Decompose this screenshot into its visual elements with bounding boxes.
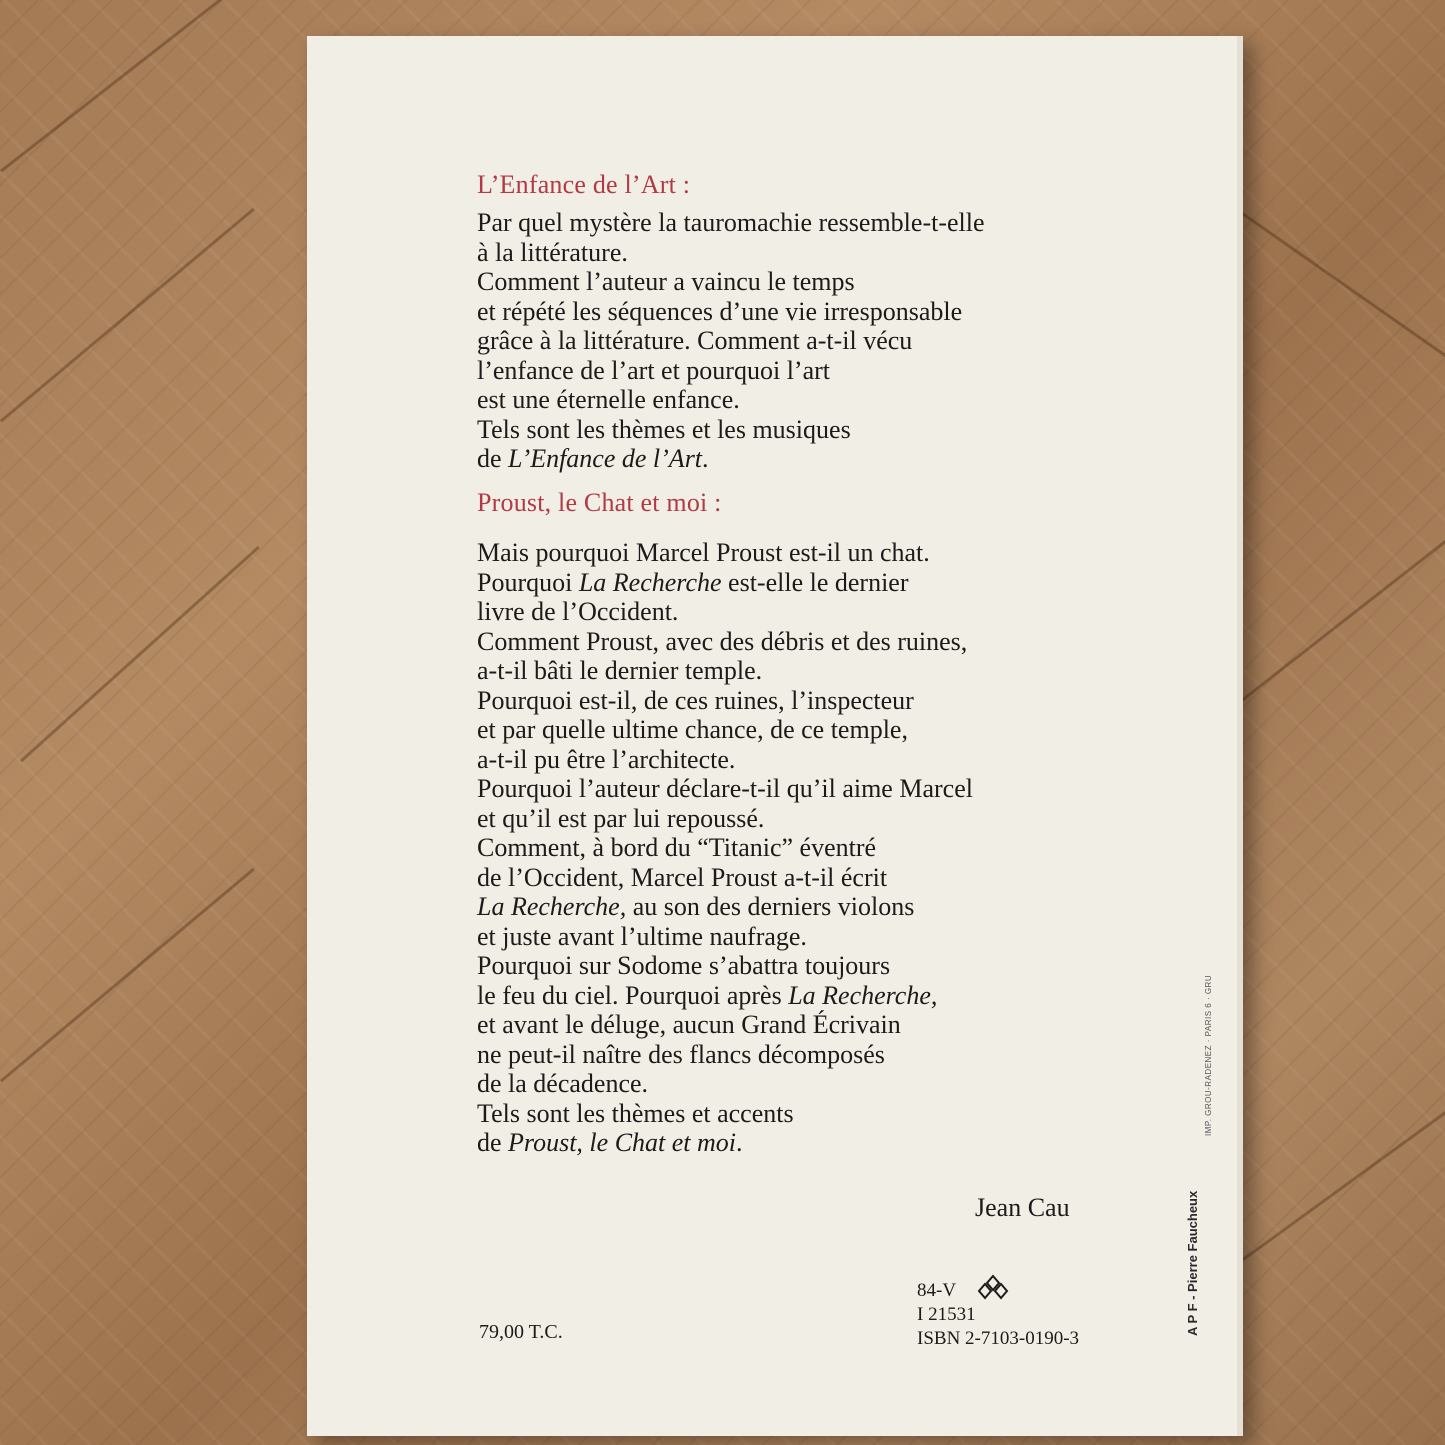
floor-seam xyxy=(0,0,333,172)
text-span: Pourquoi xyxy=(477,567,579,597)
printer-credit: IMP. GROU-RADENEZ · PARIS 6 · GRU xyxy=(1204,974,1213,1136)
section-title-proust: Proust, le Chat et moi : xyxy=(477,488,722,517)
catalog-number: I 21531 xyxy=(917,1304,976,1325)
text-line: à la littérature. xyxy=(477,237,628,267)
text-line: ne peut-il naître des flancs décomposés xyxy=(477,1039,885,1069)
floor-seam xyxy=(1238,210,1445,362)
text-line: Pourquoi l’auteur déclare-t-il qu’il aime Marcel xyxy=(477,774,973,803)
text-line: et juste avant l’ultime naufrage. xyxy=(477,921,807,951)
designer-credit: A P F - Pierre Faucheux xyxy=(1185,1190,1200,1336)
text-line: livre de l’Occident. xyxy=(477,597,679,626)
author-signature: Jean Cau xyxy=(975,1193,1070,1222)
text-span: de xyxy=(477,1128,509,1157)
text-line: Pourquoi est-il, de ces ruines, l’inspecteur xyxy=(477,685,914,715)
section-title-enfance: L’Enfance de l’Art : xyxy=(477,170,691,199)
text-line: a-t-il pu être l’architecte. xyxy=(477,744,736,774)
text-line xyxy=(477,981,1077,1011)
text-line: l’enfance de l’art et pourquoi l’art xyxy=(477,355,830,385)
section-text-proust xyxy=(477,538,1077,1158)
text-line xyxy=(477,892,1077,922)
text-span: le feu du ciel. Pourquoi après xyxy=(477,980,789,1010)
text-line: de la décadence. xyxy=(477,1069,649,1098)
text-span: . xyxy=(702,444,709,473)
book-title-italic: La Recherche xyxy=(578,567,722,597)
text-line: est une éternelle enfance. xyxy=(477,385,740,414)
text-line: Tels sont les thèmes et les musiques xyxy=(477,414,851,444)
book-title-italic: Proust, le Chat et moi xyxy=(508,1128,737,1157)
book-back-cover xyxy=(307,36,1243,1436)
text-span: est-elle le dernier xyxy=(721,567,909,597)
text-line: et avant le déluge, aucun Grand Écrivain xyxy=(477,1010,901,1039)
floor-seam xyxy=(1240,540,1445,702)
text-line: et qu’il est par lui repoussé. xyxy=(477,803,765,833)
text-line: Pourquoi sur Sodome s’abattra toujours xyxy=(477,951,891,980)
book-title-italic: La Recherche, xyxy=(477,892,627,921)
series-code: 84-V xyxy=(917,1280,957,1301)
text-line: Tels sont les thèmes et accents xyxy=(477,1098,794,1128)
section-text-enfance xyxy=(477,208,1077,474)
text-line: a-t-il bâti le dernier temple. xyxy=(477,656,763,685)
text-line: Comment, à bord du “Titanic” éventré xyxy=(477,833,877,862)
text-line: grâce à la littérature. Comment a-t-il vécu xyxy=(477,326,913,355)
text-line: de l’Occident, Marcel Proust a-t-il écrit xyxy=(477,862,888,892)
floor-seam xyxy=(1240,1107,1445,1262)
text-line xyxy=(477,1128,1077,1158)
book-title-italic: La Recherche, xyxy=(788,980,938,1010)
text-line xyxy=(477,444,1077,474)
text-line: Par quel mystère la tauromachie ressemble-t-elle xyxy=(477,208,985,237)
book-title-italic: L’Enfance de l’Art xyxy=(508,444,703,473)
price: 79,00 T.C. xyxy=(479,1321,563,1343)
text-line xyxy=(477,568,1077,598)
text-line: Comment l’auteur a vaincu le temps xyxy=(477,267,855,296)
floor-seam xyxy=(0,868,255,1082)
floor-seam xyxy=(0,208,255,422)
text-line: et répété les séquences d’une vie irresponsable xyxy=(477,296,963,326)
text-line: Mais pourquoi Marcel Proust est-il un chat. xyxy=(477,538,930,567)
text-span: au son des derniers violons xyxy=(626,892,915,921)
publisher-logo-icon xyxy=(977,1274,1009,1300)
text-span: de xyxy=(477,444,509,473)
text-line: et par quelle ultime chance, de ce temple, xyxy=(477,715,908,744)
isbn: ISBN 2-7103-0190-3 xyxy=(917,1328,1080,1349)
floor-seam xyxy=(20,546,260,762)
text-span: . xyxy=(736,1128,743,1157)
text-line: Comment Proust, avec des débris et des ruines, xyxy=(477,626,968,656)
